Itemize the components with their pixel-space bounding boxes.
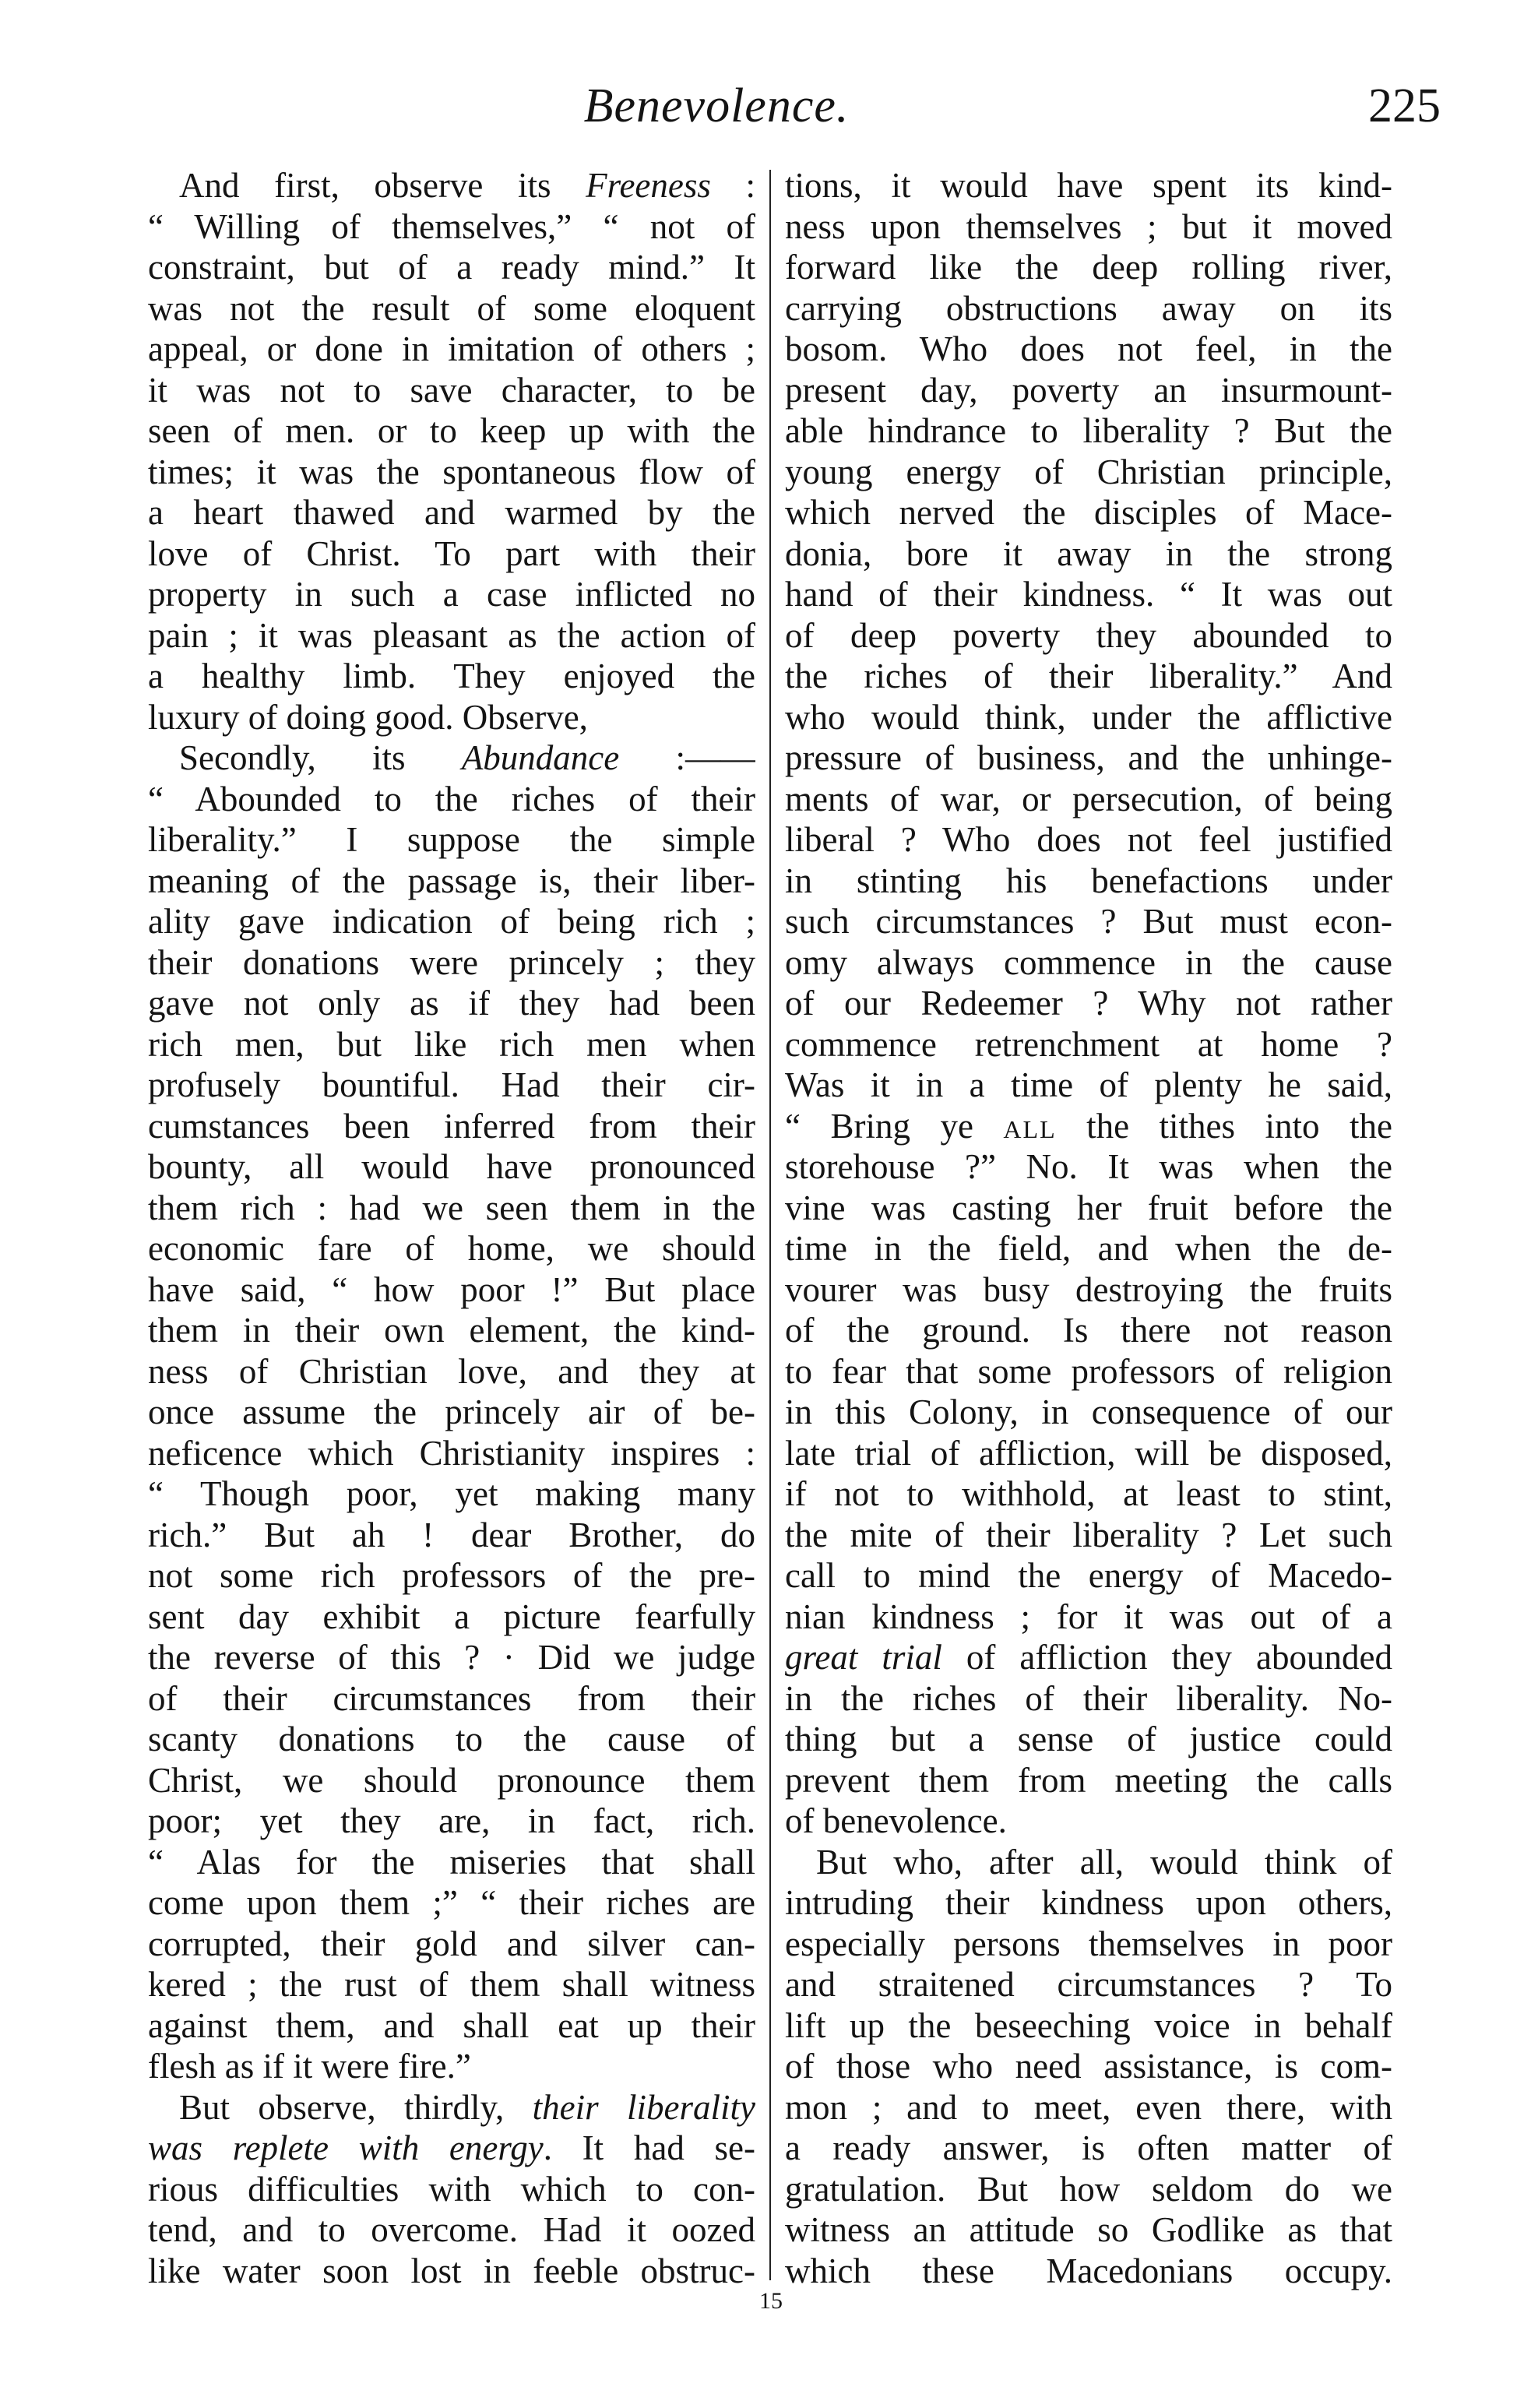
text-line: if not to withhold, at least to stint, bbox=[785, 1474, 1392, 1513]
text-line: who would think, under the afflictive bbox=[785, 697, 1392, 737]
text-line: pain ; it was pleasant as the action of bbox=[148, 615, 755, 655]
text-line: commence retrenchment at home ? bbox=[785, 1024, 1392, 1064]
text-line: young energy of Christian principle, bbox=[785, 452, 1392, 491]
text-line: late trial of affliction, will be disposed, bbox=[785, 1433, 1392, 1473]
text-line: carrying obstructions away on its bbox=[785, 288, 1392, 328]
text-line: constraint, but of a ready mind.” It bbox=[148, 248, 755, 287]
text-line: a ready answer, is often matter of bbox=[785, 2128, 1392, 2167]
text-line: their donations were princely ; they bbox=[148, 942, 755, 982]
running-title: Benevolence. bbox=[583, 79, 850, 132]
text-line: economic fare of home, we should bbox=[148, 1229, 755, 1268]
text-line: liberality.” I suppose the simple bbox=[148, 820, 755, 859]
text-line: cumstances been inferred from their bbox=[148, 1106, 755, 1146]
text-line: witness an attitude so Godlike as that bbox=[785, 2210, 1392, 2249]
text-line: corrupted, their gold and silver can- bbox=[148, 1924, 755, 1963]
text-line: the mite of their liberality ? Let such bbox=[785, 1515, 1392, 1554]
text-line: of benevolence. bbox=[785, 1801, 1007, 1840]
text-line: But who, after all, would think of bbox=[816, 1842, 1392, 1882]
text-line: prevent them from meeting the calls bbox=[785, 1760, 1392, 1800]
text-line: and straitened circumstances ? To bbox=[785, 1965, 1392, 2004]
text-line: bosom. Who does not feel, in the bbox=[785, 329, 1392, 368]
text-line: to fear that some professors of religion bbox=[785, 1351, 1392, 1391]
text-line: ments of war, or persecution, of being bbox=[785, 779, 1392, 819]
text-line: of deep poverty they abounded to bbox=[785, 615, 1392, 655]
text-line: not some rich professors of the pre- bbox=[148, 1556, 755, 1595]
text-line: a healthy limb. They enjoyed the bbox=[148, 657, 755, 695]
text-line: Was it in a time of plenty he said, bbox=[785, 1065, 1392, 1104]
text-line: great trial of affliction they abounded bbox=[785, 1638, 1392, 1677]
text-line: was not the result of some eloquent bbox=[148, 288, 755, 328]
text-line: which nerved the disciples of Mace- bbox=[785, 493, 1392, 532]
text-line: Christ, we should pronounce them bbox=[148, 1760, 755, 1800]
text-line: nian kindness ; for it was out of a bbox=[785, 1597, 1392, 1636]
text-line: donia, bore it away in the strong bbox=[785, 533, 1392, 573]
text-line: thing but a sense of justice could bbox=[785, 1720, 1392, 1758]
text-line: gave not only as if they had been bbox=[148, 984, 755, 1023]
text-line: in this Colony, in consequence of our bbox=[785, 1392, 1392, 1431]
text-line: the reverse of this ? · Did we judge bbox=[148, 1638, 755, 1677]
text-line: scanty donations to the cause of bbox=[148, 1720, 755, 1758]
column-divider bbox=[769, 170, 771, 2280]
text-line: neficence which Christianity inspires : bbox=[148, 1433, 755, 1473]
text-line: the riches of their liberality.” And bbox=[785, 657, 1392, 695]
text-line: love of Christ. To part with their bbox=[148, 533, 755, 573]
text-line: ness upon themselves ; but it moved bbox=[785, 206, 1392, 246]
text-line: liberal ? Who does not feel justified bbox=[785, 820, 1392, 859]
page-number: 225 bbox=[1368, 79, 1441, 132]
text-line: once assume the princely air of be- bbox=[148, 1392, 755, 1431]
text-line: have said, “ how poor !” But place bbox=[148, 1269, 755, 1309]
text-line: rich.” But ah ! dear Brother, do bbox=[148, 1515, 755, 1554]
text-line: against them, and shall eat up their bbox=[148, 2005, 755, 2045]
text-line: But observe, thirdly, their liberality bbox=[179, 2087, 755, 2127]
text-line: of their circumstances from their bbox=[148, 1678, 755, 1718]
text-line: meaning of the passage is, their liber- bbox=[148, 861, 755, 900]
text-line: rich men, but like rich men when bbox=[148, 1024, 755, 1064]
left-column bbox=[148, 165, 755, 2291]
text-line: Secondly, its Abundance :—— bbox=[179, 738, 755, 777]
text-line: intruding their kindness upon others, bbox=[785, 1883, 1392, 1922]
text-line: of those who need assistance, is com- bbox=[785, 2047, 1392, 2086]
text-line: ness of Christian love, and they at bbox=[148, 1351, 755, 1391]
text-line: times; it was the spontaneous flow of bbox=[148, 452, 755, 491]
text-line: storehouse ?” No. It was when the bbox=[785, 1147, 1392, 1186]
signature-mark: 15 bbox=[759, 2288, 783, 2314]
text-line: like water soon lost in feeble obstruc- bbox=[148, 2251, 755, 2290]
text-line: tend, and to overcome. Had it oozed bbox=[148, 2210, 755, 2249]
text-line: “ Bring ye all the tithes into the bbox=[785, 1106, 1392, 1146]
text-line: in the riches of their liberality. No- bbox=[785, 1678, 1392, 1718]
text-line: flesh as if it were fire.” bbox=[148, 2047, 471, 2086]
text-line: omy always commence in the cause bbox=[785, 942, 1392, 982]
text-line: able hindrance to liberality ? But the bbox=[785, 411, 1392, 450]
text-line: profusely bountiful. Had their cir- bbox=[148, 1065, 755, 1104]
text-line: rious difficulties with which to con- bbox=[148, 2169, 755, 2209]
text-line: gratulation. But how seldom do we bbox=[785, 2169, 1392, 2209]
text-line: them in their own element, the kind- bbox=[148, 1311, 755, 1350]
text-line: was replete with energy. It had se- bbox=[148, 2128, 755, 2167]
text-line: seen of men. or to keep up with the bbox=[148, 411, 755, 450]
text-line: mon ; and to meet, even there, with bbox=[785, 2087, 1392, 2127]
text-line: “ Alas for the miseries that shall bbox=[148, 1842, 755, 1882]
text-line: especially persons themselves in poor bbox=[785, 1924, 1392, 1963]
text-line: hand of their kindness. “ It was out bbox=[785, 575, 1392, 614]
text-line: property in such a case inflicted no bbox=[148, 575, 755, 614]
text-line: ality gave indication of being rich ; bbox=[148, 902, 755, 941]
text-line: bounty, all would have pronounced bbox=[148, 1147, 755, 1186]
text-line: luxury of doing good. Observe, bbox=[148, 697, 588, 737]
text-line: sent day exhibit a picture fearfully bbox=[148, 1597, 755, 1636]
text-line: And first, observe its Freeness : bbox=[179, 166, 755, 205]
text-line: call to mind the energy of Macedo- bbox=[785, 1556, 1392, 1595]
text-line: them rich : had we seen them in the bbox=[148, 1188, 755, 1227]
text-line: it was not to save character, to be bbox=[148, 370, 755, 410]
text-line: present day, poverty an insurmount- bbox=[785, 370, 1392, 410]
text-line: lift up the beseeching voice in behalf bbox=[785, 2005, 1392, 2045]
text-line: of the ground. Is there not reason bbox=[785, 1311, 1392, 1350]
text-line: tions, it would have spent its kind- bbox=[785, 166, 1392, 205]
text-line: come upon them ;” “ their riches are bbox=[148, 1883, 755, 1922]
running-header bbox=[0, 75, 1538, 137]
text-line: vourer was busy destroying the fruits bbox=[785, 1269, 1392, 1309]
text-line: of our Redeemer ? Why not rather bbox=[785, 984, 1392, 1023]
text-line: “ Abounded to the riches of their bbox=[148, 779, 755, 819]
text-line: “ Though poor, yet making many bbox=[148, 1474, 755, 1513]
text-line: which these Macedonians occupy. bbox=[785, 2251, 1392, 2290]
text-line: “ Willing of themselves,” “ not of bbox=[148, 206, 755, 246]
text-line: pressure of business, and the unhinge- bbox=[785, 738, 1392, 777]
text-line: in stinting his benefactions under bbox=[785, 861, 1392, 900]
text-line: time in the field, and when the de- bbox=[785, 1229, 1392, 1268]
text-line: a heart thawed and warmed by the bbox=[148, 493, 755, 532]
text-line: such circumstances ? But must econ- bbox=[785, 902, 1392, 941]
text-line: appeal, or done in imitation of others ; bbox=[148, 329, 755, 368]
text-line: poor; yet they are, in fact, rich. bbox=[148, 1801, 755, 1840]
text-line: kered ; the rust of them shall witness bbox=[148, 1965, 755, 2004]
text-line: forward like the deep rolling river, bbox=[785, 248, 1392, 287]
text-line: vine was casting her fruit before the bbox=[785, 1188, 1392, 1227]
right-column bbox=[785, 165, 1392, 2291]
